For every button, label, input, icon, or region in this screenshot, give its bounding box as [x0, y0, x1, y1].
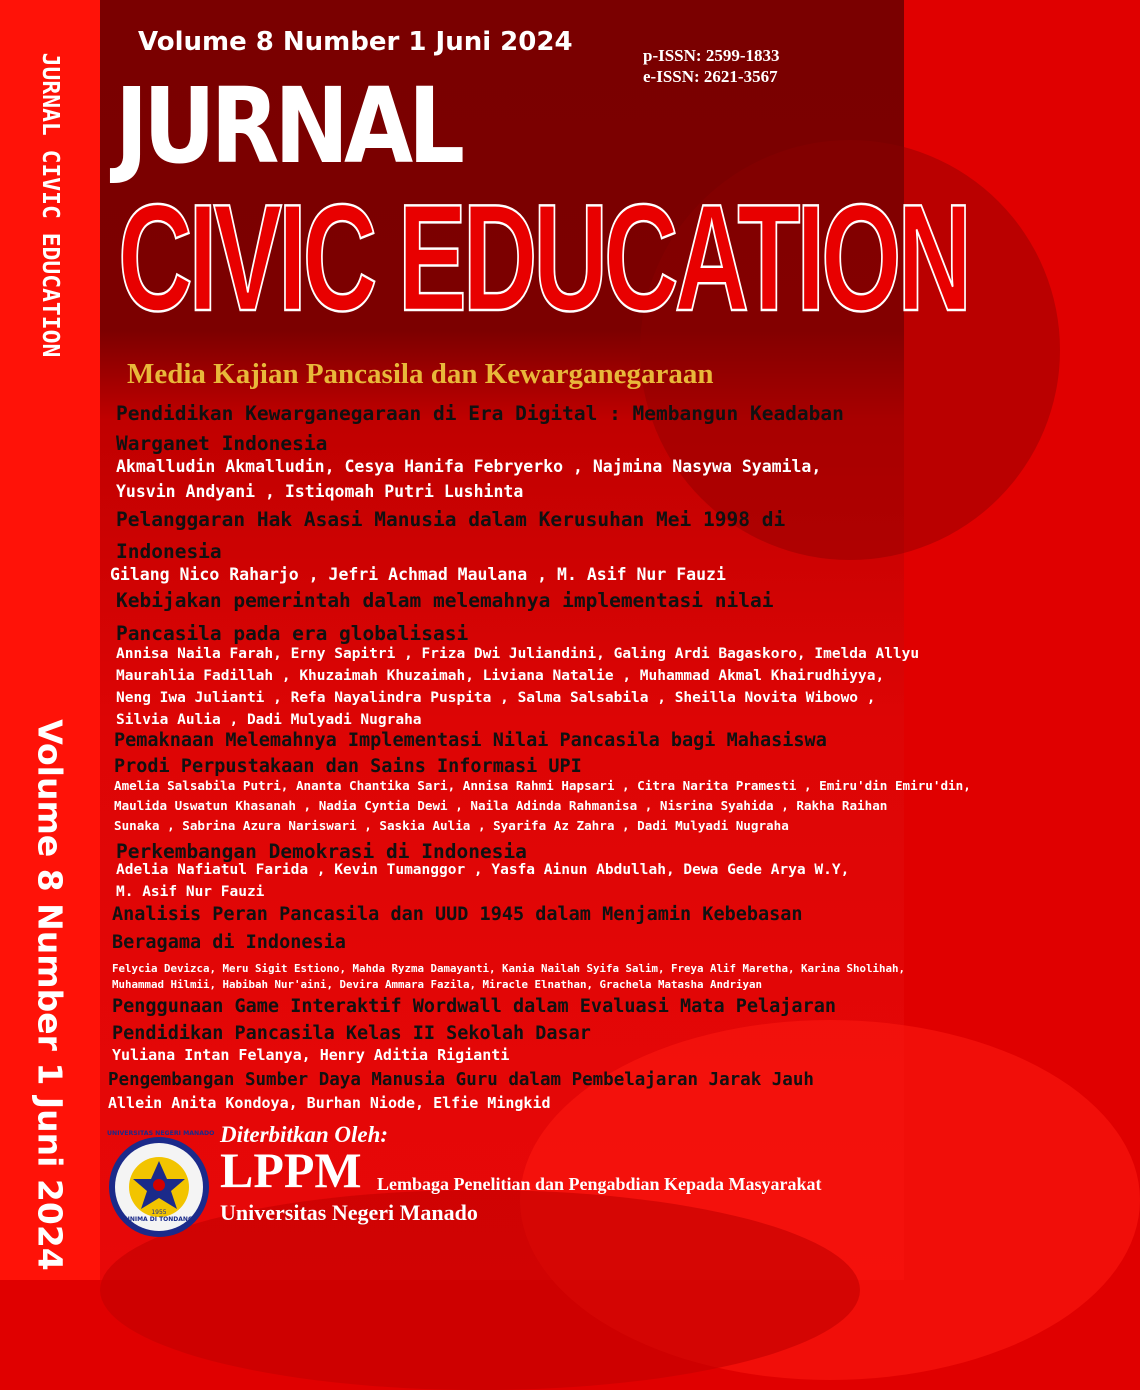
article-authors: Amelia Salsabila Putri, Ananta Chantika Sari, Annisa Rahmi Hapsari , Citra Narita Pramesti , Emiru'din Emiru'din,	[114, 778, 971, 793]
article-authors: Felycia Devizca, Meru Sigit Estiono, Mahda Ryzma Damayanti, Kania Nailah Syifa Salim, Freya Alif Maretha, Karina Sholihah,	[112, 962, 906, 975]
logo-text-bottom: UNIMA DI TONDANO	[124, 1216, 194, 1223]
article-authors: Annisa Naila Farah, Erny Sapitri , Friza Dwi Juliandini, Galing Ardi Bagaskoro, Imelda Allyu	[116, 646, 920, 662]
article-title: Prodi Perpustakaan dan Sains Informasi UPI	[114, 756, 582, 777]
article-authors: Silvia Aulia , Dadi Mulyadi Nugraha	[116, 712, 422, 728]
journal-title-jurnal: JURNAL	[115, 65, 460, 187]
article-title: Indonesia	[116, 540, 222, 563]
article-authors: Maulida Uswatun Khasanah , Nadia Cyntia Dewi , Naila Adinda Rahmanisa , Nisrina Syahida , Rakha Raihan	[114, 798, 888, 813]
logo-year: 1955	[151, 1209, 167, 1216]
logo-text-top: UNIVERSITAS NEGERI MANADO	[107, 1130, 215, 1137]
article-authors: Maurahlia Fadillah , Khuzaimah Khuzaimah, Liviana Natalie , Muhammad Akmal Khairudhiyya,	[116, 668, 885, 684]
article-authors: Allein Anita Kondoya, Burhan Niode, Elfie Mingkid	[108, 1094, 551, 1112]
article-title: Pancasila pada era globalisasi	[116, 622, 469, 645]
publisher-acronym: LPPM	[220, 1142, 362, 1198]
article-title: Beragama di Indonesia	[112, 932, 346, 953]
e-issn: e-ISSN: 2621-3567	[643, 67, 778, 86]
article-title: Pengembangan Sumber Daya Manusia Guru dalam Pembelajaran Jarak Jauh	[108, 1070, 814, 1090]
article-authors: Yuliana Intan Felanya, Henry Aditia Rigianti	[112, 1046, 510, 1064]
decorative-blob	[100, 1190, 860, 1390]
article-authors: Neng Iwa Julianti , Refa Nayalindra Puspita , Salma Salsabila , Sheilla Novita Wibowo ,	[116, 690, 876, 706]
publisher-label: Diterbitkan Oleh:	[220, 1122, 389, 1147]
university-logo	[107, 1130, 215, 1239]
journal-subtitle: Media Kajian Pancasila dan Kewarganegaraan	[127, 358, 714, 390]
article-authors: Yusvin Andyani , Istiqomah Putri Lushinta	[116, 482, 524, 501]
p-issn: p-ISSN: 2599-1833	[643, 46, 780, 65]
publisher-university: Universitas Negeri Manado	[220, 1200, 478, 1225]
article-authors: Adelia Nafiatul Farida , Kevin Tumanggor , Yasfa Ainun Abdullah, Dewa Gede Arya W.Y,	[116, 862, 850, 878]
article-authors: M. Asif Nur Fauzi	[116, 884, 265, 900]
article-title: Pemaknaan Melemahnya Implementasi Nilai Pancasila bagi Mahasiswa	[114, 730, 827, 751]
volume-info: Volume 8 Number 1 Juni 2024	[138, 27, 573, 57]
logo-center	[153, 1179, 165, 1191]
article-title: Pelanggaran Hak Asasi Manusia dalam Kerusuhan Mei 1998 di	[116, 508, 786, 531]
spine-title: JURNAL CIVIC EDUCATION	[37, 52, 63, 358]
article-title: Penggunaan Game Interaktif Wordwall dalam Evaluasi Mata Pelajaran	[112, 996, 836, 1017]
article-title: Kebijakan pemerintah dalam melemahnya implementasi nilai	[116, 589, 774, 612]
article-title: Analisis Peran Pancasila dan UUD 1945 dalam Menjamin Kebebasan	[112, 904, 803, 925]
article-authors: Muhammad Hilmii, Habibah Nur'aini, Devira Ammara Fazila, Miracle Elnathan, Grachela Matasha Andriyan	[112, 978, 763, 991]
article-authors: Akmalludin Akmalludin, Cesya Hanifa Febryerko , Najmina Nasywa Syamila,	[116, 457, 822, 476]
publisher-full-name: Lembaga Penelitian dan Pengabdian Kepada Masyarakat	[377, 1174, 822, 1194]
article-authors: Gilang Nico Raharjo , Jefri Achmad Maulana , M. Asif Nur Fauzi	[110, 565, 726, 584]
article-title: Pendidikan Kewarganegaraan di Era Digital : Membangun Keadaban	[116, 402, 844, 425]
article-title: Perkembangan Demokrasi di Indonesia	[116, 840, 527, 863]
article-authors: Sunaka , Sabrina Azura Nariswari , Saskia Aulia , Syarifa Az Zahra , Dadi Mulyadi Nugraha	[114, 818, 789, 833]
spine-volume: Volume 8 Number 1 Juni 2024	[30, 719, 70, 1271]
article-title: Pendidikan Pancasila Kelas II Sekolah Dasar	[112, 1023, 591, 1044]
journal-title-civic-education: CIVIC EDUCATION	[118, 173, 968, 343]
article-title: Warganet Indonesia	[116, 432, 328, 455]
